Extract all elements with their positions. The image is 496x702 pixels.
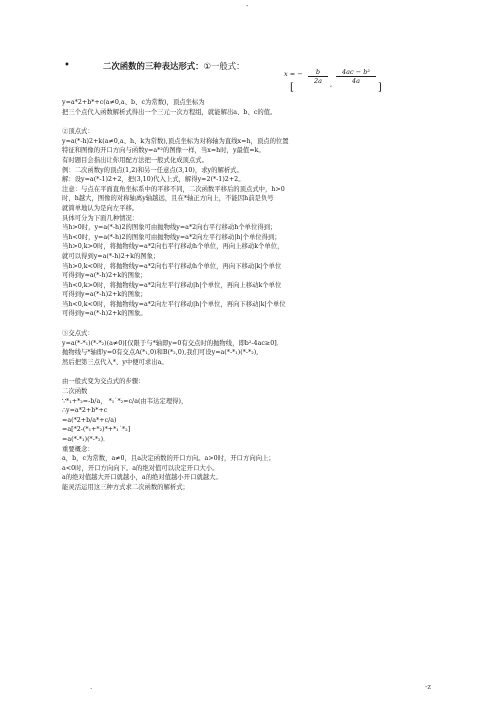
text-line: ②顶点式： [62,128,94,136]
text-line: 当h<0,k<0时，将抛物线y=a*2向左平行移动|h|个单位，再向下移动|k|个单位 [62,300,286,308]
text-line: 具体可分为下面几种情况： [62,214,139,222]
text-line: ∵*₁+*₂=-b/a， *₁˙*₂=c/a(由韦达定理得)， [62,397,188,405]
formula-comma: , [330,80,333,88]
formula-frac-1 [308,68,328,85]
text-line: a的绝对值越大开口就越小，a的绝对值越小开口就越大。 [62,474,222,482]
text-line: 就简单地认为是向左平移。 [62,204,139,212]
text-line: 可得到y=a(*-h)2+k的图象； [62,272,147,280]
text-line: a，b，c为常数，a≠0，且a决定函数的开口方向。a>0时，开口方向向上； [62,455,275,463]
frac-2-denominator: 4a [351,77,360,85]
section-title [103,60,245,72]
text-line: y=a*2+b*+c(a≠0,a、b、c为常数)，顶点坐标为 [62,99,205,106]
text-line: y=a(*-*₁)(*-*₂)(a≠0)[仅限于与*轴即y=0有交点时的抛物线，即b²-4ac≥0]． [62,339,284,347]
paragraph-gap [62,367,442,377]
formula-open-bracket: [ [290,82,294,93]
text-line: =a[*2-(*₁+*₂)*+*₁˙*₂] [62,426,131,434]
text-line: 例：二次函数y的顶点(1,2)和另一任意点(3,10)，求y的解析式。 [62,166,243,174]
text-line: a<0时，开口方向向下。a的绝对值可以决定开口大小。 [62,464,219,472]
footer-left: . [90,683,93,691]
text-line: 当h<0时，y=a(*-h)2的图象可由抛物线y=a*2向左平行移动|h|个单位得到； [62,233,281,241]
text-line: 可得到y=a(*-h)2+k的图象； [62,291,147,299]
body-text [62,98,442,493]
text-line: y=a(*-h)2+k(a≠0,a、h、k为常数),顶点坐标为对称轴为直线x=h，顶点的位置 [62,137,289,145]
text-line: =a(*-*₁)(*-*₂)． [62,436,110,443]
text-line: 把三个点代入函数解析式得出一个三元一次方程组，就能解出a、b、c的值。 [62,108,277,116]
text-line: ∴y=a*2+b*+c [62,407,108,415]
formula-x-eq: x = − [284,70,303,78]
paragraph-gap [62,117,442,127]
text-line: =a(*2+b/a*+c/a) [62,416,117,424]
bullet-icon: • [64,60,70,71]
text-line: 抛物线与*轴即y=0有交点A(*₁,0)和B(*₂,0),我们可设y=a(*-*₁)(*-*₂), [62,349,259,357]
vertex-formula [284,68,386,98]
frac-1-denominator: 2a [313,77,322,85]
footer-right: -z [425,683,432,691]
text-line: 特征和图像的开口方向与函数y=a*²的图像一样，当x=h时，y最值=k。 [62,147,265,155]
frac-2-numerator: 4ac − b² [336,68,376,77]
text-line: ③交点式： [62,330,94,338]
text-line: 时，h越大，图像的对称轴离y轴越远，且在*轴正方向上，不能因h前是负号 [62,195,274,203]
frac-1-numerator: b [308,68,328,77]
text-line: 二次函数 [62,388,88,396]
title-main: 二次函数的三种表达形式： [103,61,204,71]
text-line: 有时题目会指出让你用配方法把一般式化成顶点式。 [62,156,208,164]
text-line: 当h<0,k>0时，将抛物线y=a*2向左平行移动|h|个单位，再向上移动k个单位 [62,281,282,289]
text-line: 当h>0,k>0时，将抛物线y=a*2向右平行移动h个单位，再向上移动k个单位， [62,243,284,251]
text-line: 由一般式变为交点式的步骤： [62,378,145,386]
text-line: 可得到y=a(*-h)2+k的图象。 [62,310,147,318]
top-mark: - [246,2,249,10]
text-line: 注意：与点在平面直角坐标系中的平移不同，二次函数平移后的顶点式中，h>0 [62,185,285,193]
text-line: 当h>0时，y=a(*-h)2的图象可由抛物线y=a*2向右平行移动h个单位得到； [62,224,277,232]
paragraph-gap [62,319,442,329]
text-line: 就可以得到y=a(*-h)2+k的图象； [62,252,160,260]
text-line: 解：设y=a(*-1)2+2，把(3,10)代入上式，解得y=2(*-1)2+2。 [62,176,245,184]
text-line: 当h>0,k<0时，将抛物线y=a*2向右平行移动h个单位，再向下移动|k|个单位 [62,262,282,270]
formula-frac-2 [336,68,376,85]
text-line: 然后把第三点代入*、y中便可求出a。 [62,358,168,366]
text-line: 重要概念： [62,445,94,453]
title-sub: ①一般式： [203,61,245,71]
formula-close-bracket: ] [378,82,382,93]
text-line: 能灵活运用这三种方式求二次函数的解析式； [62,483,189,491]
